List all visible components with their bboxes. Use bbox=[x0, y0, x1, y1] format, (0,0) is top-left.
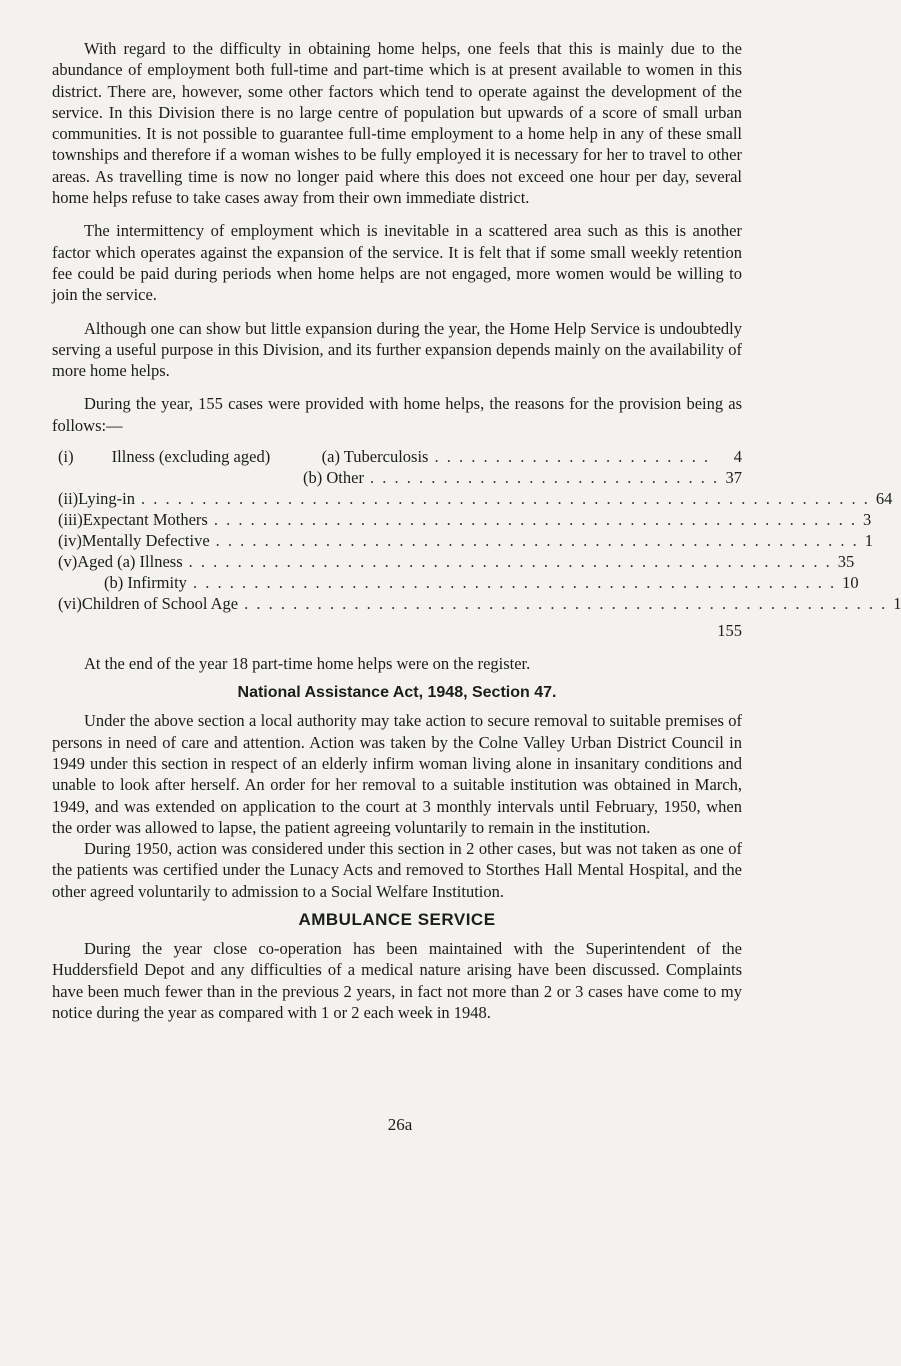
row-number: (v) bbox=[58, 552, 78, 572]
row-value: 1 bbox=[893, 594, 901, 614]
leader-dots: . . . . . . . . . . . . . . . . . . . . . . . . . . . . . . . . . . . . . . . . . . . . . . . . . . . . . bbox=[244, 594, 888, 614]
paragraph-intermittency: The intermittency of employment which is inevitable in a scattered area such as this is another factor which operates against the expansion of the service. It is felt that if some small weekly retention fee could be paid during periods when home helps are not engaged, more women would be willing to join the service. bbox=[52, 221, 742, 305]
leader-dots: . . . . . . . . . . . . . . . . . . . . . . . . . . . . . . . . . . . . . . . . . . . . . . . . . . . . . . . . . . . . bbox=[141, 489, 870, 509]
table-row bbox=[52, 488, 893, 509]
row-sublabel: (b) Other bbox=[303, 468, 364, 488]
section-heading-ambulance: AMBULANCE SERVICE bbox=[298, 910, 496, 930]
row-label: Expectant Mothers bbox=[82, 510, 208, 530]
row-number: (ii) bbox=[58, 489, 79, 509]
section-heading-national-assistance: National Assistance Act, 1948, Section 47. bbox=[237, 684, 557, 702]
row-number: (i) bbox=[58, 447, 74, 467]
row-label: Lying-in bbox=[78, 489, 136, 509]
leader-dots: . . . . . . . . . . . . . . . . . . . . . . . . . . . . . . . . . . . . . . . . . . . . . . . . . . . . . bbox=[213, 510, 857, 530]
paragraph-1950-action: During 1950, action was considered under this section in 2 other cases, but was not taken as one of the patients was certified under the Lunacy Acts and removed to Storthes Hall Mental Hospital, and the other agreed voluntarily to admission to a Social Welfare Institution. bbox=[52, 839, 742, 901]
leader-dots: . . . . . . . . . . . . . . . . . . . . . . . bbox=[434, 447, 711, 467]
table-row bbox=[52, 446, 742, 467]
table-total-row bbox=[52, 620, 742, 641]
row-label: Children of School Age bbox=[81, 594, 239, 614]
leader-dots: . . . . . . . . . . . . . . . . . . . . . . . . . . . . . bbox=[369, 468, 720, 488]
row-value: 64 bbox=[875, 489, 893, 509]
paragraph-cases-intro: During the year, 155 cases were provided with home helps, the reasons for the provision being as follows:— bbox=[52, 394, 742, 435]
table-total: 155 bbox=[717, 621, 742, 641]
row-value: 35 bbox=[837, 552, 855, 572]
row-number: (iii) bbox=[58, 510, 83, 530]
table-row bbox=[52, 551, 855, 572]
paragraph-ambulance: During the year close co-operation has been maintained with the Superintendent of the Huddersfield Depot and any difficulties of a medical nature arising have been discussed. Complaints have been much fewer than in the previous 2 years, in fact not more than 2 or 3 cases have come to my notice during the year as compared with 1 or 2 each week in 1948. bbox=[52, 939, 742, 1022]
paragraph-expansion: Although one can show but little expansion during the year, the Home Help Service is undoubtedly serving a useful purpose in this Division, and its further expansion depends mainly on the availability of more home helps. bbox=[52, 318, 742, 381]
row-label: Aged (a) Illness bbox=[77, 552, 183, 572]
row-number: (iv) bbox=[58, 531, 82, 551]
table-row bbox=[52, 572, 859, 593]
row-sublabel: (a) Tuberculosis bbox=[321, 447, 429, 467]
row-label: (b) Infirmity bbox=[104, 573, 187, 593]
row-value: 1 bbox=[864, 531, 874, 551]
table-row bbox=[52, 593, 901, 614]
leader-dots: . . . . . . . . . . . . . . . . . . . . . . . . . . . . . . . . . . . . . . . . . . . . . . . . . . . . . bbox=[188, 552, 832, 572]
row-number: (vi) bbox=[58, 594, 82, 614]
leader-dots: . . . . . . . . . . . . . . . . . . . . . . . . . . . . . . . . . . . . . . . . . . . . . . . . . . . . . bbox=[215, 531, 859, 551]
page-number: 26a bbox=[387, 1115, 413, 1134]
row-label: Mentally Defective bbox=[81, 531, 210, 551]
table-row bbox=[52, 509, 872, 530]
leader-dots: . . . . . . . . . . . . . . . . . . . . . . . . . . . . . . . . . . . . . . . . . . . . . . . . . . . . . bbox=[192, 573, 837, 593]
table-row bbox=[52, 530, 874, 551]
row-value: 10 bbox=[842, 573, 859, 593]
table-row bbox=[52, 467, 742, 488]
row-value: 4 bbox=[733, 447, 742, 467]
row-label: Illness (excluding aged) bbox=[111, 447, 271, 467]
row-value: 37 bbox=[725, 468, 742, 488]
cases-table bbox=[52, 446, 901, 641]
paragraph-section-47: Under the above section a local authority may take action to secure removal to suitable premises of persons in need of care and attention. Action was taken by the Colne Valley Urban District Council in 1949 under this section in respect of an elderly infirm woman living alone in insanitary conditions and unable to look after herself. An order for her removal to a suitable institution was obtained in March, 1949, and was extended on application to the court at 3 monthly intervals until February, 1950, when the order was allowed to lapse, the patient agreeing voluntarily to remain in the institution. bbox=[52, 711, 742, 837]
row-value: 3 bbox=[862, 510, 872, 530]
paragraph-register: At the end of the year 18 part-time home helps were on the register. bbox=[84, 654, 531, 674]
paragraph-home-help-difficulty: With regard to the difficulty in obtaining home helps, one feels that this is mainly due to the abundance of employment both full-time and part-time which is at present available to women in this district. There are, however, some other factors which tend to operate against the development of the service. In this Division there is no large centre of population but upwards of a score of small urban communities. It is not possible to guarantee full-time employment to a home help in any of these small townships and therefore if a woman wishes to be fully employed it is necessary for her to travel to other areas. As travelling time is now no longer paid where this does not exceed one hour per day, several home helps refuse to take cases away from their own immediate district. bbox=[52, 39, 742, 208]
